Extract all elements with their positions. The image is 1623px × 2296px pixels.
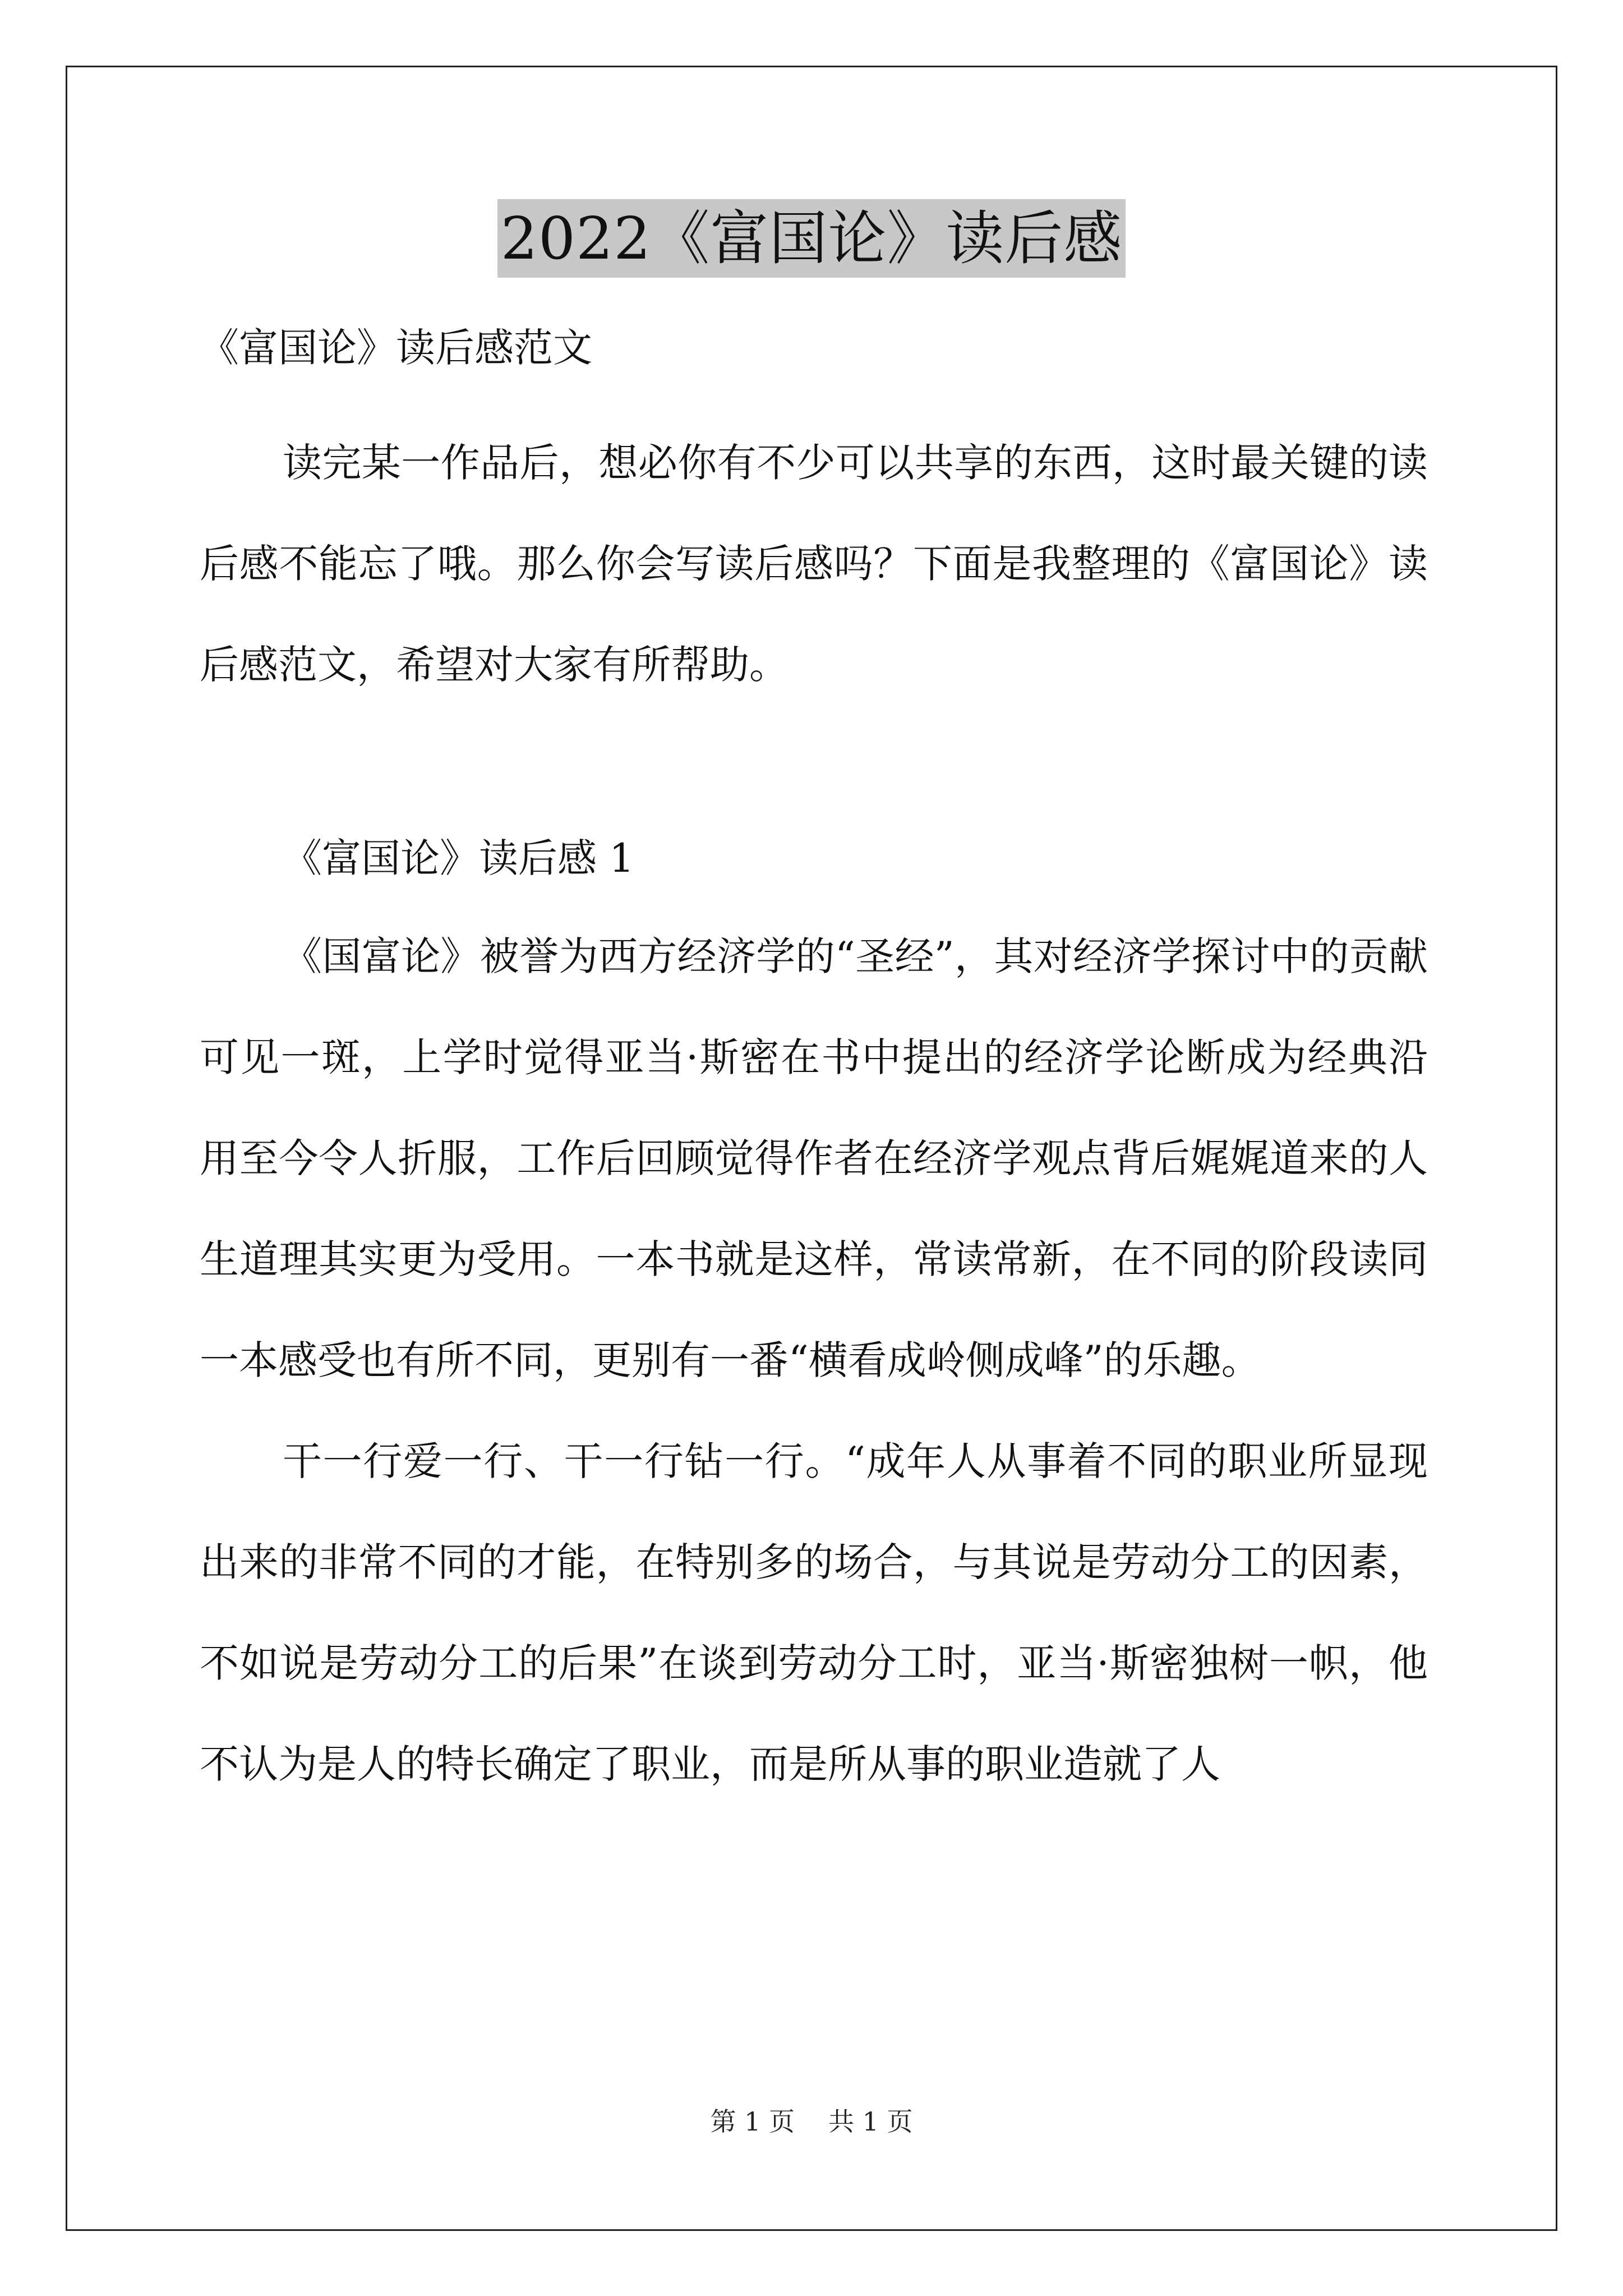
document-body <box>200 311 1428 1815</box>
page-footer <box>0 2105 1623 2138</box>
intro-paragraph: 读完某一作品后，想必你有不少可以共享的东西，这时最关键的读后感不能忘了哦。那么你会写读后感吗？下面是我整理的《富国论》读后感范文，希望对大家有所帮助。 <box>200 440 1428 688</box>
title-container <box>0 199 1623 278</box>
document-title: 2022《富国论》读后感 <box>497 199 1126 278</box>
document-subtitle: 《富国论》读后感范文 <box>200 325 592 371</box>
body-paragraph-1: 《国富论》被誉为西方经济学的“圣经”，其对经济学探讨中的贡献可见一斑，上学时觉得亚当·斯密在书中提出的经济学论断成为经典沿用至今令人折服，工作后回顾觉得作者在经济学观点背后娓娓道来的人生道理其实更为受用。一本书就是这样，常读常新，在不同的阶段读同一本感受也有所不同，更别有一番“横看成岭侧成峰”的乐趣。 <box>200 933 1428 1383</box>
page-number: 第 1 页 <box>710 2106 795 2137</box>
body-paragraph-2: 干一行爱一行、干一行钻一行。“成年人从事着不同的职业所显现出来的非常不同的才能，在特别多的场合，与其说是劳动分工的因素，不如说是劳动分工的后果”在谈到劳动分工时，亚当·斯密独树一帜，他不认为是人的特长确定了职业，而是所从事的职业造就了人 <box>200 1438 1428 1787</box>
section-heading: 《富国论》读后感 1 <box>283 835 634 881</box>
page-total: 共 1 页 <box>828 2106 913 2137</box>
